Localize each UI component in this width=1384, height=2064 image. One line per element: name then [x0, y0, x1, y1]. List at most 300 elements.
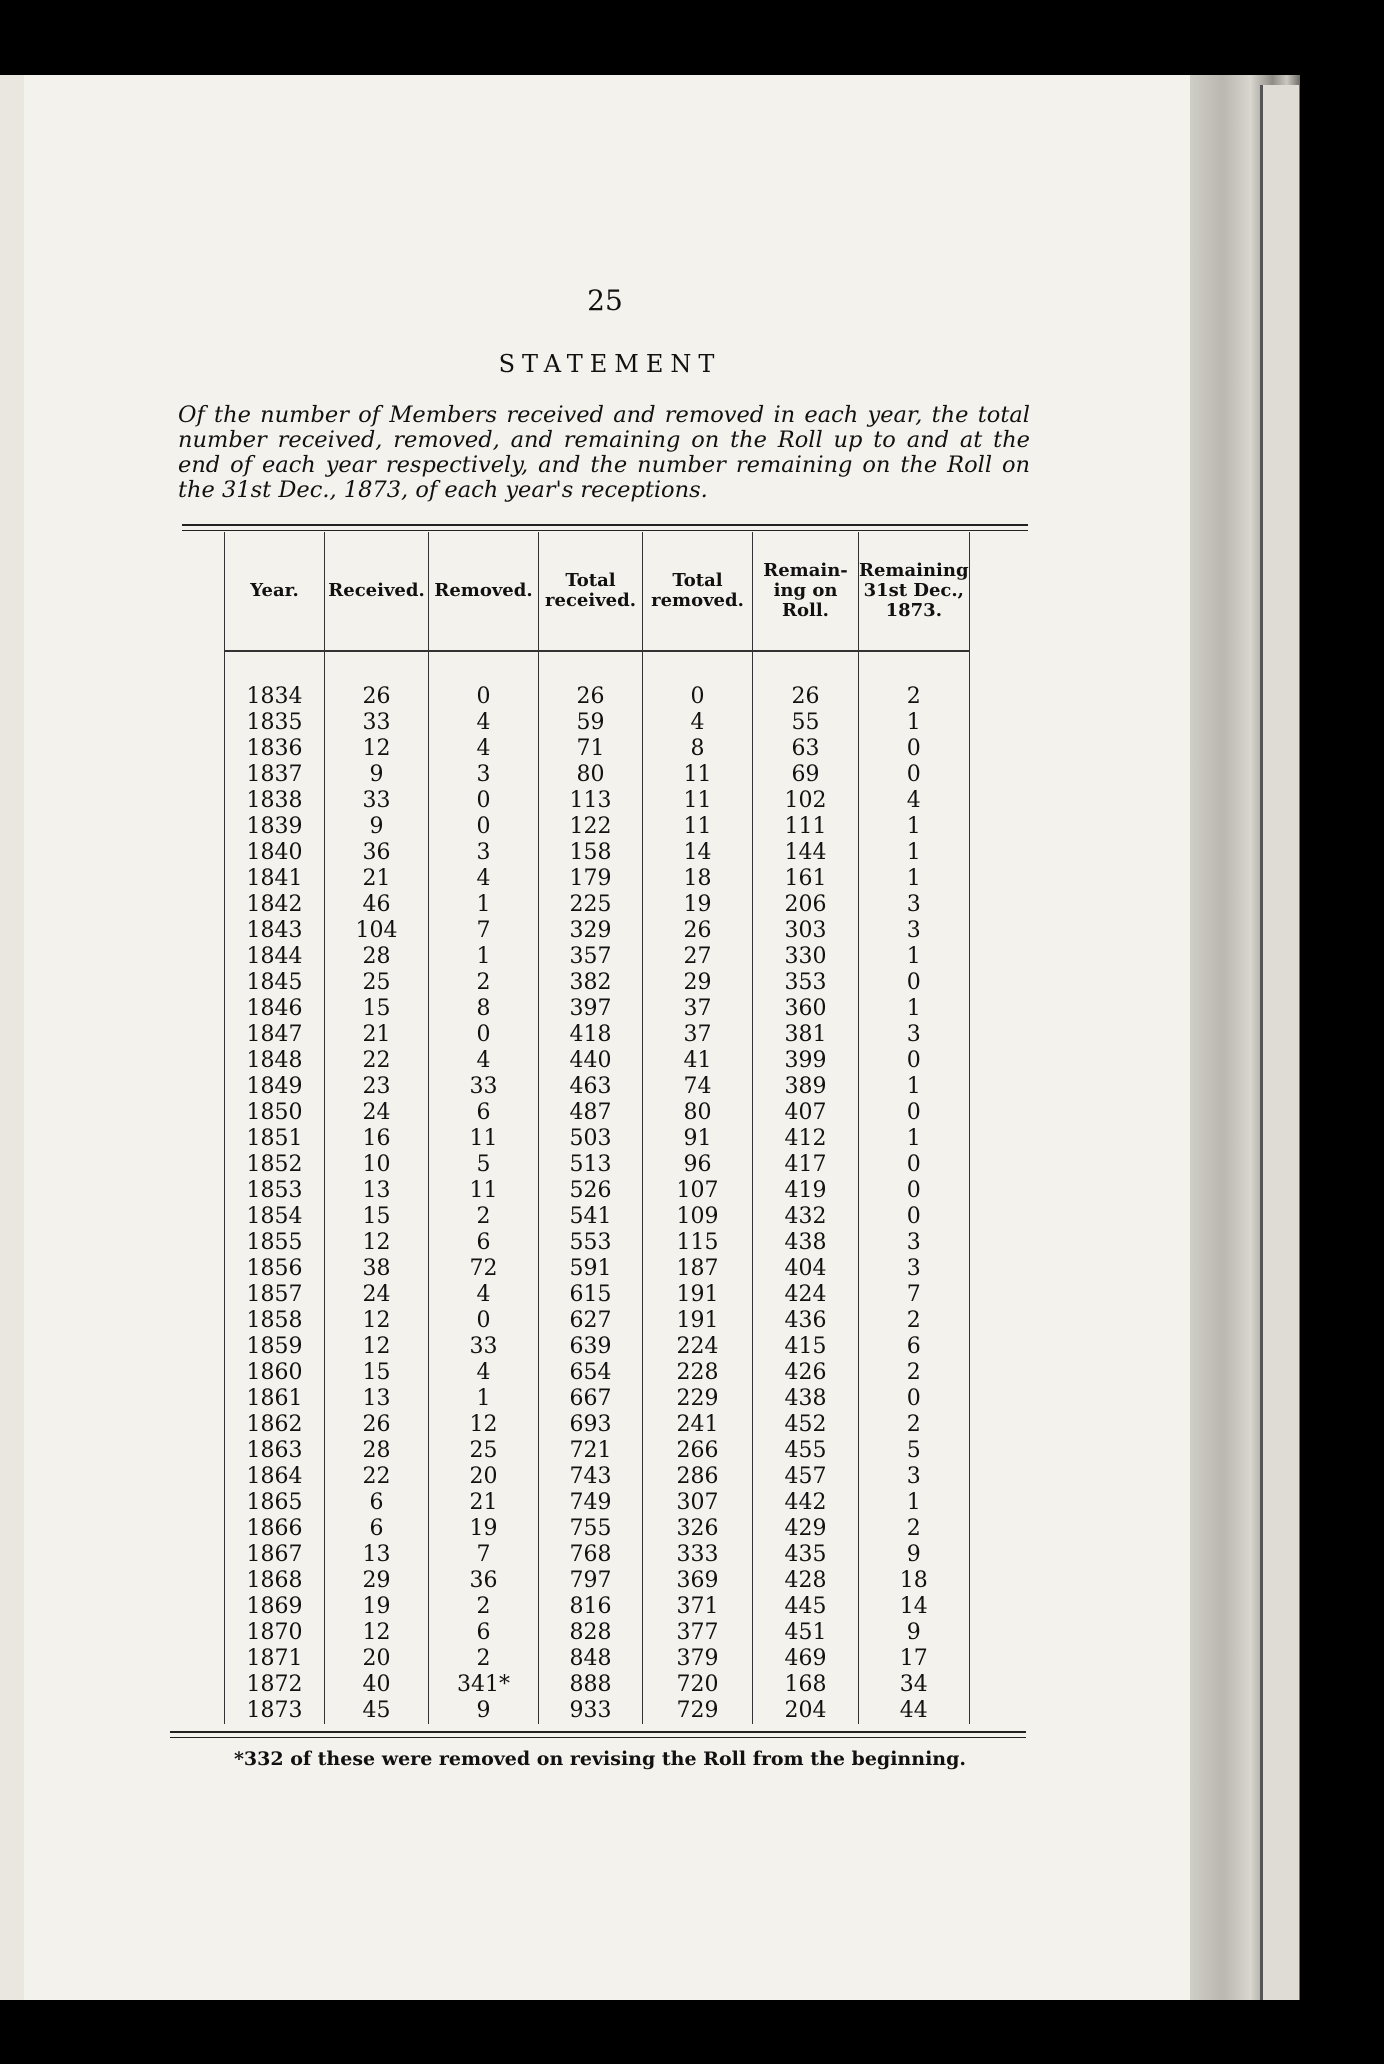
- scan-border: [24, 2000, 1300, 2064]
- table-row: [225, 710, 970, 736]
- cell-received: 28: [325, 1438, 429, 1464]
- table-row: [225, 970, 970, 996]
- cell-total-removed: 229: [643, 1386, 753, 1412]
- cell-total-removed: 91: [643, 1126, 753, 1152]
- cell-received: 9: [325, 762, 429, 788]
- cell-remaining-1873: 0: [859, 1386, 970, 1412]
- table-row: [225, 1022, 970, 1048]
- cell-total-received: 122: [539, 814, 643, 840]
- statement-subtitle: Of the number of Members received and removed in each year, the total number received, removed, and remaining on the Roll up to and at the end of each year respectively, and the number remaining on the Roll on the 31st Dec., 1873, of each year's receptions.: [178, 402, 1030, 503]
- cell-remaining-1873: 18: [859, 1568, 970, 1594]
- cell-year: 1865: [225, 1490, 325, 1516]
- table-row: [225, 1386, 970, 1412]
- cell-year: 1873: [225, 1698, 325, 1724]
- cell-remaining-1873: 1: [859, 1126, 970, 1152]
- cell-remaining-1873: 2: [859, 1516, 970, 1542]
- col-header-total-received: Total received.: [539, 532, 643, 651]
- cell-year: 1842: [225, 892, 325, 918]
- cell-remaining-on-roll: 445: [753, 1594, 859, 1620]
- cell-remaining-1873: 0: [859, 1152, 970, 1178]
- cell-total-received: 667: [539, 1386, 643, 1412]
- cell-total-received: 526: [539, 1178, 643, 1204]
- cell-remaining-on-roll: 204: [753, 1698, 859, 1724]
- cell-year: 1838: [225, 788, 325, 814]
- cell-total-received: 816: [539, 1594, 643, 1620]
- cell-total-removed: 187: [643, 1256, 753, 1282]
- cell-total-removed: 369: [643, 1568, 753, 1594]
- page-stack-edge: [1260, 85, 1299, 2005]
- cell-removed: 2: [429, 1594, 539, 1620]
- cell-remaining-on-roll: 69: [753, 762, 859, 788]
- cell-removed: 0: [429, 814, 539, 840]
- table-row: [225, 1256, 970, 1282]
- cell-total-received: 828: [539, 1620, 643, 1646]
- cell-total-removed: 729: [643, 1698, 753, 1724]
- table-row: [225, 814, 970, 840]
- cell-received: 33: [325, 788, 429, 814]
- cell-remaining-1873: 0: [859, 970, 970, 996]
- cell-total-received: 418: [539, 1022, 643, 1048]
- cell-year: 1852: [225, 1152, 325, 1178]
- cell-remaining-1873: 3: [859, 1022, 970, 1048]
- cell-received: 13: [325, 1542, 429, 1568]
- cell-year: 1851: [225, 1126, 325, 1152]
- col-header-year: Year.: [225, 532, 325, 651]
- cell-received: 12: [325, 736, 429, 762]
- cell-received: 13: [325, 1178, 429, 1204]
- cell-total-removed: 109: [643, 1204, 753, 1230]
- cell-remaining-on-roll: 438: [753, 1386, 859, 1412]
- table-row: [225, 996, 970, 1022]
- cell-received: 36: [325, 840, 429, 866]
- cell-remaining-1873: 0: [859, 1100, 970, 1126]
- table-row: [225, 1308, 970, 1334]
- cell-remaining-on-roll: 26: [753, 651, 859, 710]
- cell-remaining-1873: 34: [859, 1672, 970, 1698]
- cell-total-received: 749: [539, 1490, 643, 1516]
- cell-total-removed: 107: [643, 1178, 753, 1204]
- cell-year: 1866: [225, 1516, 325, 1542]
- cell-remaining-1873: 1: [859, 1490, 970, 1516]
- cell-remaining-1873: 1: [859, 814, 970, 840]
- top-rule: [182, 524, 1028, 526]
- cell-received: 19: [325, 1594, 429, 1620]
- cell-total-removed: 266: [643, 1438, 753, 1464]
- cell-total-removed: 720: [643, 1672, 753, 1698]
- cell-total-removed: 19: [643, 892, 753, 918]
- bottom-rule: [170, 1731, 1026, 1733]
- cell-total-received: 59: [539, 710, 643, 736]
- cell-remaining-on-roll: 144: [753, 840, 859, 866]
- table-row: [225, 1230, 970, 1256]
- cell-remaining-on-roll: 404: [753, 1256, 859, 1282]
- cell-remaining-on-roll: 435: [753, 1542, 859, 1568]
- cell-total-removed: 377: [643, 1620, 753, 1646]
- cell-remaining-on-roll: 451: [753, 1620, 859, 1646]
- cell-total-received: 440: [539, 1048, 643, 1074]
- cell-removed: 341*: [429, 1672, 539, 1698]
- cell-received: 33: [325, 710, 429, 736]
- table-row: [225, 1438, 970, 1464]
- cell-year: 1860: [225, 1360, 325, 1386]
- cell-total-received: 743: [539, 1464, 643, 1490]
- cell-total-received: 179: [539, 866, 643, 892]
- cell-remaining-on-roll: 111: [753, 814, 859, 840]
- table-row: [225, 1516, 970, 1542]
- cell-remaining-on-roll: 381: [753, 1022, 859, 1048]
- cell-remaining-1873: 1: [859, 996, 970, 1022]
- top-rule-thin: [182, 530, 1028, 531]
- cell-received: 12: [325, 1230, 429, 1256]
- cell-remaining-1873: 0: [859, 762, 970, 788]
- cell-removed: 0: [429, 651, 539, 710]
- cell-remaining-on-roll: 424: [753, 1282, 859, 1308]
- cell-year: 1839: [225, 814, 325, 840]
- cell-total-received: 755: [539, 1516, 643, 1542]
- cell-year: 1840: [225, 840, 325, 866]
- cell-remaining-on-roll: 412: [753, 1126, 859, 1152]
- table-row: [225, 1282, 970, 1308]
- cell-remaining-on-roll: 360: [753, 996, 859, 1022]
- cell-total-received: 541: [539, 1204, 643, 1230]
- cell-removed: 6: [429, 1100, 539, 1126]
- cell-year: 1871: [225, 1646, 325, 1672]
- cell-received: 24: [325, 1100, 429, 1126]
- cell-total-removed: 115: [643, 1230, 753, 1256]
- cell-removed: 12: [429, 1412, 539, 1438]
- table-row: [225, 1074, 970, 1100]
- table-row: [225, 1360, 970, 1386]
- cell-remaining-on-roll: 206: [753, 892, 859, 918]
- cell-total-removed: 286: [643, 1464, 753, 1490]
- cell-total-received: 113: [539, 788, 643, 814]
- cell-year: 1867: [225, 1542, 325, 1568]
- cell-removed: 33: [429, 1334, 539, 1360]
- cell-received: 20: [325, 1646, 429, 1672]
- cell-remaining-on-roll: 442: [753, 1490, 859, 1516]
- table-row: [225, 918, 970, 944]
- cell-received: 16: [325, 1126, 429, 1152]
- cell-received: 22: [325, 1048, 429, 1074]
- cell-removed: 2: [429, 1646, 539, 1672]
- bottom-rule-thin: [170, 1737, 1026, 1738]
- cell-received: 45: [325, 1698, 429, 1724]
- table-row: [225, 788, 970, 814]
- cell-year: 1868: [225, 1568, 325, 1594]
- cell-year: 1859: [225, 1334, 325, 1360]
- cell-received: 40: [325, 1672, 429, 1698]
- cell-total-removed: 41: [643, 1048, 753, 1074]
- cell-received: 13: [325, 1386, 429, 1412]
- cell-remaining-1873: 0: [859, 1204, 970, 1230]
- cell-year: 1864: [225, 1464, 325, 1490]
- cell-year: 1858: [225, 1308, 325, 1334]
- table-row: [225, 840, 970, 866]
- cell-received: 26: [325, 1412, 429, 1438]
- cell-remaining-on-roll: 429: [753, 1516, 859, 1542]
- cell-remaining-on-roll: 161: [753, 866, 859, 892]
- table-row: [225, 651, 970, 710]
- table-row: [225, 1542, 970, 1568]
- table-row: [225, 1464, 970, 1490]
- cell-year: 1870: [225, 1620, 325, 1646]
- cell-year: 1845: [225, 970, 325, 996]
- cell-year: 1847: [225, 1022, 325, 1048]
- cell-total-received: 513: [539, 1152, 643, 1178]
- table-row: [225, 892, 970, 918]
- cell-remaining-1873: 14: [859, 1594, 970, 1620]
- cell-remaining-on-roll: 389: [753, 1074, 859, 1100]
- cell-received: 25: [325, 970, 429, 996]
- cell-year: 1853: [225, 1178, 325, 1204]
- cell-total-removed: 4: [643, 710, 753, 736]
- cell-total-received: 933: [539, 1698, 643, 1724]
- cell-total-removed: 26: [643, 918, 753, 944]
- cell-total-removed: 191: [643, 1282, 753, 1308]
- cell-received: 104: [325, 918, 429, 944]
- cell-removed: 4: [429, 1282, 539, 1308]
- cell-received: 9: [325, 814, 429, 840]
- cell-total-received: 591: [539, 1256, 643, 1282]
- cell-total-received: 71: [539, 736, 643, 762]
- table-row: [225, 1412, 970, 1438]
- cell-year: 1861: [225, 1386, 325, 1412]
- cell-removed: 9: [429, 1698, 539, 1724]
- cell-total-removed: 27: [643, 944, 753, 970]
- cell-year: 1837: [225, 762, 325, 788]
- page-number: 25: [587, 284, 623, 317]
- cell-year: 1835: [225, 710, 325, 736]
- table-row: [225, 1620, 970, 1646]
- cell-total-removed: 0: [643, 651, 753, 710]
- cell-removed: 72: [429, 1256, 539, 1282]
- cell-remaining-on-roll: 303: [753, 918, 859, 944]
- cell-remaining-1873: 0: [859, 1178, 970, 1204]
- cell-remaining-on-roll: 419: [753, 1178, 859, 1204]
- cell-year: 1841: [225, 866, 325, 892]
- cell-remaining-1873: 1: [859, 944, 970, 970]
- cell-remaining-1873: 2: [859, 1412, 970, 1438]
- cell-removed: 4: [429, 1048, 539, 1074]
- cell-remaining-1873: 6: [859, 1334, 970, 1360]
- cell-removed: 3: [429, 762, 539, 788]
- cell-total-removed: 11: [643, 788, 753, 814]
- cell-remaining-1873: 5: [859, 1438, 970, 1464]
- cell-total-received: 80: [539, 762, 643, 788]
- cell-received: 6: [325, 1516, 429, 1542]
- cell-year: 1863: [225, 1438, 325, 1464]
- cell-year: 1834: [225, 651, 325, 710]
- cell-total-removed: 96: [643, 1152, 753, 1178]
- cell-remaining-1873: 0: [859, 1048, 970, 1074]
- cell-removed: 8: [429, 996, 539, 1022]
- cell-total-received: 768: [539, 1542, 643, 1568]
- cell-remaining-1873: 2: [859, 651, 970, 710]
- cell-received: 21: [325, 866, 429, 892]
- cell-year: 1848: [225, 1048, 325, 1074]
- cell-year: 1862: [225, 1412, 325, 1438]
- cell-remaining-1873: 44: [859, 1698, 970, 1724]
- cell-total-received: 503: [539, 1126, 643, 1152]
- cell-total-received: 615: [539, 1282, 643, 1308]
- cell-removed: 25: [429, 1438, 539, 1464]
- cell-removed: 1: [429, 944, 539, 970]
- cell-total-received: 553: [539, 1230, 643, 1256]
- cell-total-received: 721: [539, 1438, 643, 1464]
- cell-received: 10: [325, 1152, 429, 1178]
- cell-remaining-on-roll: 417: [753, 1152, 859, 1178]
- cell-remaining-on-roll: 432: [753, 1204, 859, 1230]
- cell-total-received: 639: [539, 1334, 643, 1360]
- cell-remaining-1873: 17: [859, 1646, 970, 1672]
- cell-remaining-on-roll: 415: [753, 1334, 859, 1360]
- cell-total-received: 397: [539, 996, 643, 1022]
- cell-total-received: 158: [539, 840, 643, 866]
- table-row: [225, 1126, 970, 1152]
- statement-table: [224, 532, 970, 1724]
- cell-total-removed: 333: [643, 1542, 753, 1568]
- cell-total-received: 487: [539, 1100, 643, 1126]
- cell-received: 6: [325, 1490, 429, 1516]
- cell-remaining-on-roll: 436: [753, 1308, 859, 1334]
- table-row: [225, 1204, 970, 1230]
- cell-total-received: 382: [539, 970, 643, 996]
- col-header-received: Received.: [325, 532, 429, 651]
- cell-total-removed: 11: [643, 762, 753, 788]
- table-row: [225, 1490, 970, 1516]
- cell-received: 46: [325, 892, 429, 918]
- cell-total-received: 654: [539, 1360, 643, 1386]
- cell-remaining-on-roll: 452: [753, 1412, 859, 1438]
- cell-total-received: 225: [539, 892, 643, 918]
- cell-total-removed: 224: [643, 1334, 753, 1360]
- cell-remaining-1873: 1: [859, 840, 970, 866]
- cell-total-removed: 74: [643, 1074, 753, 1100]
- cell-total-received: 357: [539, 944, 643, 970]
- cell-remaining-1873: 3: [859, 1464, 970, 1490]
- cell-received: 24: [325, 1282, 429, 1308]
- cell-removed: 21: [429, 1490, 539, 1516]
- table-row: [225, 762, 970, 788]
- cell-total-removed: 37: [643, 1022, 753, 1048]
- cell-removed: 33: [429, 1074, 539, 1100]
- cell-total-removed: 326: [643, 1516, 753, 1542]
- cell-removed: 36: [429, 1568, 539, 1594]
- cell-removed: 4: [429, 1360, 539, 1386]
- cell-remaining-1873: 9: [859, 1620, 970, 1646]
- table-row: [225, 1568, 970, 1594]
- cell-removed: 4: [429, 866, 539, 892]
- cell-total-removed: 8: [643, 736, 753, 762]
- cell-received: 23: [325, 1074, 429, 1100]
- cell-total-removed: 191: [643, 1308, 753, 1334]
- cell-total-removed: 18: [643, 866, 753, 892]
- cell-total-removed: 29: [643, 970, 753, 996]
- cell-year: 1856: [225, 1256, 325, 1282]
- cell-total-removed: 11: [643, 814, 753, 840]
- table-row: [225, 1698, 970, 1724]
- table-row: [225, 1334, 970, 1360]
- cell-remaining-on-roll: 353: [753, 970, 859, 996]
- cell-total-received: 693: [539, 1412, 643, 1438]
- cell-removed: 19: [429, 1516, 539, 1542]
- col-header-remaining-on-roll: Remain- ing on Roll.: [753, 532, 859, 651]
- cell-remaining-1873: 3: [859, 918, 970, 944]
- cell-total-removed: 371: [643, 1594, 753, 1620]
- cell-remaining-on-roll: 330: [753, 944, 859, 970]
- cell-remaining-on-roll: 469: [753, 1646, 859, 1672]
- cell-total-received: 888: [539, 1672, 643, 1698]
- cell-remaining-on-roll: 407: [753, 1100, 859, 1126]
- cell-remaining-on-roll: 457: [753, 1464, 859, 1490]
- col-header-removed: Removed.: [429, 532, 539, 651]
- cell-total-received: 329: [539, 918, 643, 944]
- cell-year: 1854: [225, 1204, 325, 1230]
- table-row: [225, 1100, 970, 1126]
- cell-removed: 20: [429, 1464, 539, 1490]
- cell-remaining-on-roll: 63: [753, 736, 859, 762]
- cell-removed: 2: [429, 970, 539, 996]
- cell-total-removed: 241: [643, 1412, 753, 1438]
- cell-remaining-on-roll: 455: [753, 1438, 859, 1464]
- col-header-remaining-1873: Remaining 31st Dec., 1873.: [859, 532, 970, 651]
- cell-removed: 0: [429, 788, 539, 814]
- cell-total-received: 627: [539, 1308, 643, 1334]
- table-header-row: [225, 532, 970, 651]
- cell-received: 15: [325, 1360, 429, 1386]
- cell-year: 1872: [225, 1672, 325, 1698]
- cell-remaining-1873: 0: [859, 736, 970, 762]
- cell-removed: 0: [429, 1308, 539, 1334]
- footnote: *332 of these were removed on revising the Roll from the beginning.: [233, 1748, 966, 1770]
- cell-total-removed: 14: [643, 840, 753, 866]
- cell-remaining-on-roll: 426: [753, 1360, 859, 1386]
- cell-total-removed: 307: [643, 1490, 753, 1516]
- cell-removed: 2: [429, 1204, 539, 1230]
- cell-remaining-on-roll: 399: [753, 1048, 859, 1074]
- cell-received: 22: [325, 1464, 429, 1490]
- cell-total-received: 26: [539, 651, 643, 710]
- cell-remaining-1873: 3: [859, 1256, 970, 1282]
- cell-year: 1855: [225, 1230, 325, 1256]
- cell-remaining-1873: 9: [859, 1542, 970, 1568]
- cell-total-removed: 228: [643, 1360, 753, 1386]
- cell-removed: 4: [429, 710, 539, 736]
- cell-remaining-on-roll: 168: [753, 1672, 859, 1698]
- table-row: [225, 1152, 970, 1178]
- cell-received: 26: [325, 651, 429, 710]
- cell-received: 29: [325, 1568, 429, 1594]
- cell-received: 12: [325, 1620, 429, 1646]
- cell-remaining-1873: 1: [859, 866, 970, 892]
- cell-remaining-1873: 2: [859, 1360, 970, 1386]
- table-row: [225, 866, 970, 892]
- table-row: [225, 736, 970, 762]
- cell-year: 1846: [225, 996, 325, 1022]
- cell-received: 12: [325, 1334, 429, 1360]
- cell-received: 28: [325, 944, 429, 970]
- cell-removed: 0: [429, 1022, 539, 1048]
- cell-year: 1850: [225, 1100, 325, 1126]
- table-body: [225, 651, 970, 1724]
- cell-remaining-1873: 1: [859, 710, 970, 736]
- cell-year: 1857: [225, 1282, 325, 1308]
- cell-remaining-on-roll: 428: [753, 1568, 859, 1594]
- cell-remaining-on-roll: 438: [753, 1230, 859, 1256]
- table-row: [225, 1048, 970, 1074]
- cell-received: 38: [325, 1256, 429, 1282]
- table-row: [225, 1646, 970, 1672]
